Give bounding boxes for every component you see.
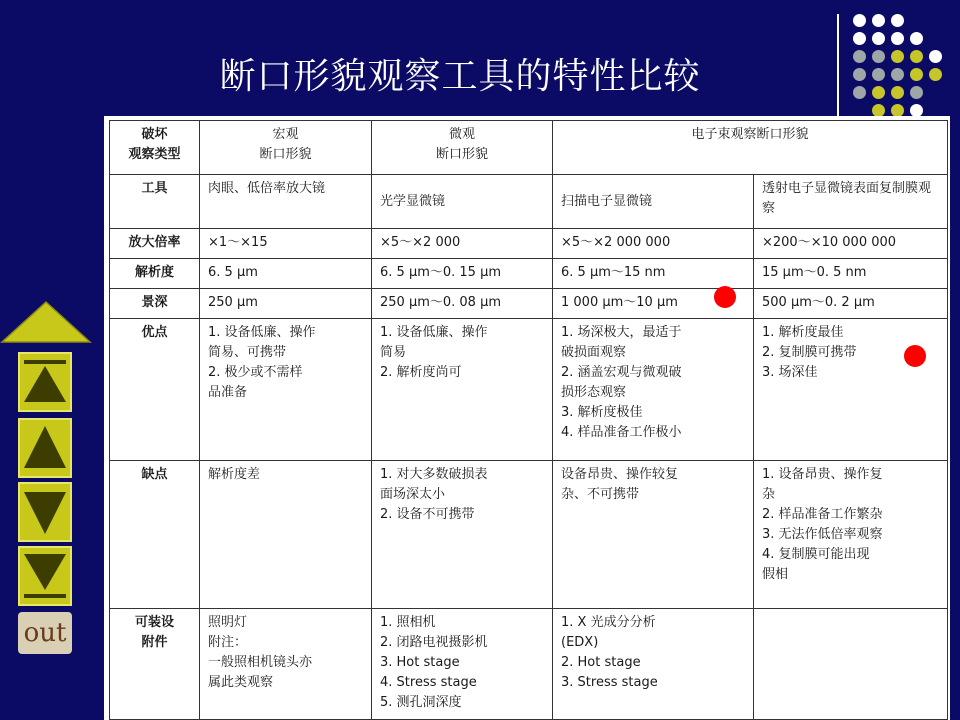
cell-magnification-sem: ×5～×2 000 000 (553, 229, 754, 259)
decorative-dot (872, 86, 885, 99)
decorative-dot (872, 68, 885, 81)
comparison-table (109, 120, 948, 720)
triangle-up-icon (0, 300, 92, 344)
decorative-dot (872, 32, 885, 45)
decorative-dot (891, 14, 904, 27)
cell-accessories-sem: 1. X 光成分分析 (EDX) 2. Hot stage 3. Stress stage (553, 609, 754, 720)
row-label-depth: 景深 (110, 289, 200, 319)
decorative-dot (910, 68, 923, 81)
decorative-dot (929, 68, 942, 81)
header-macro: 宏观 断口形貌 (200, 121, 372, 175)
cell-disadvantages-sem: 设备昂贵、操作较复 杂、不可携带 (553, 461, 754, 609)
table-row-accessories (110, 609, 948, 720)
cell-depth-sem: 1 000 μm～10 μm (553, 289, 754, 319)
table-row-disadvantages (110, 461, 948, 609)
cell-magnification-tem: ×200～×10 000 000 (754, 229, 948, 259)
row-label-advantages: 优点 (110, 319, 200, 461)
decorative-dot (853, 32, 866, 45)
cell-tool-sem: 扫描电子显微镜 (553, 175, 754, 229)
cell-tool-macro: 肉眼、低倍率放大镜 (200, 175, 372, 229)
cell-accessories-macro: 照明灯 附注： 一般照相机镜头亦 属此类观察 (200, 609, 372, 720)
cell-depth-macro: 250 μm (200, 289, 372, 319)
decorative-dot (853, 50, 866, 63)
decorative-dot (872, 50, 885, 63)
triangle-down-icon (18, 482, 72, 542)
triangle-up-icon (18, 418, 72, 478)
cell-advantages-sem: 1. 场深极大，最适于 破损面观察 2. 涵盖宏观与微观破 损形态观察 3. 解析度极佳 4. 样品准备工作极小 (553, 319, 754, 461)
cell-resolution-tem: 15 μm～0. 5 nm (754, 259, 948, 289)
decorative-dot (872, 14, 885, 27)
nav-up-large-button[interactable] (0, 300, 92, 344)
header-micro: 微观 断口形貌 (372, 121, 553, 175)
nav-last-button[interactable] (18, 546, 72, 606)
cell-disadvantages-macro: 解析度差 (200, 461, 372, 609)
decorative-dot (891, 50, 904, 63)
cell-resolution-sem: 6. 5 μm～15 nm (553, 259, 754, 289)
header-electron-beam: 电子束观察断口形貌 (553, 121, 948, 175)
cell-advantages-micro: 1. 设备低廉、操作 简易 2. 解析度尚可 (372, 319, 553, 461)
table-row-magnification (110, 229, 948, 259)
decorative-dot (910, 32, 923, 45)
cell-disadvantages-micro: 1. 对大多数破损表 面场深太小 2. 设备不可携带 (372, 461, 553, 609)
comparison-table-panel (104, 116, 950, 720)
divider-line (837, 14, 839, 132)
cell-advantages-macro: 1. 设备低廉、操作 简易、可携带 2. 极少或不需样 品准备 (200, 319, 372, 461)
cell-accessories-micro: 1. 照相机 2. 闭路电视摄影机 3. Hot stage 4. Stress stage 5. 测孔洞深度 (372, 609, 553, 720)
decorative-dot (929, 50, 942, 63)
row-label-tool: 工具 (110, 175, 200, 229)
decorative-dot (891, 32, 904, 45)
first-page-icon (18, 352, 72, 412)
decorative-dot-grid (853, 14, 959, 124)
cell-disadvantages-tem: 1. 设备昂贵、操作复 杂 2. 样品准备工作繁杂 3. 无法作低倍率观察 4. 复制膜可能出现 假相 (754, 461, 948, 609)
nav-first-button[interactable] (18, 352, 72, 412)
decorative-dot (891, 86, 904, 99)
row-label-resolution: 解析度 (110, 259, 200, 289)
header-observation-type: 破坏 观察类型 (110, 121, 200, 175)
red-marker-dot (714, 286, 736, 308)
decorative-dot (853, 14, 866, 27)
cell-depth-micro: 250 μm～0. 08 μm (372, 289, 553, 319)
red-marker-dot (904, 345, 926, 367)
row-label-disadvantages: 缺点 (110, 461, 200, 609)
decorative-dot (910, 86, 923, 99)
table-row-resolution (110, 259, 948, 289)
decorative-dot (891, 68, 904, 81)
row-label-magnification: 放大倍率 (110, 229, 200, 259)
table-row-depth (110, 289, 948, 319)
slide-title: 断口形貌观察工具的特性比较 (219, 56, 701, 97)
decorative-dot (853, 86, 866, 99)
cell-tool-tem: 透射电子显微镜表面复制膜观察 (754, 175, 948, 229)
nav-next-button[interactable] (18, 482, 72, 542)
out-button[interactable]: out (18, 612, 72, 654)
cell-resolution-macro: 6. 5 μm (200, 259, 372, 289)
nav-previous-button[interactable] (18, 418, 72, 478)
cell-magnification-micro: ×5～×2 000 (372, 229, 553, 259)
table-row-tool (110, 175, 948, 229)
row-label-accessories: 可装设 附件 (110, 609, 200, 720)
cell-tool-micro: 光学显微镜 (372, 175, 553, 229)
cell-magnification-macro: ×1～×15 (200, 229, 372, 259)
decorative-dot (910, 50, 923, 63)
decorative-dot (853, 68, 866, 81)
cell-advantages-tem: 1. 解析度最佳 2. 复制膜可携带 3. 场深佳 (754, 319, 948, 461)
last-page-icon (18, 546, 72, 606)
cell-depth-tem: 500 μm～0. 2 μm (754, 289, 948, 319)
table-row-advantages (110, 319, 948, 461)
table-header-row (110, 121, 948, 175)
cell-resolution-micro: 6. 5 μm～0. 15 μm (372, 259, 553, 289)
cell-accessories-tem (754, 609, 948, 720)
